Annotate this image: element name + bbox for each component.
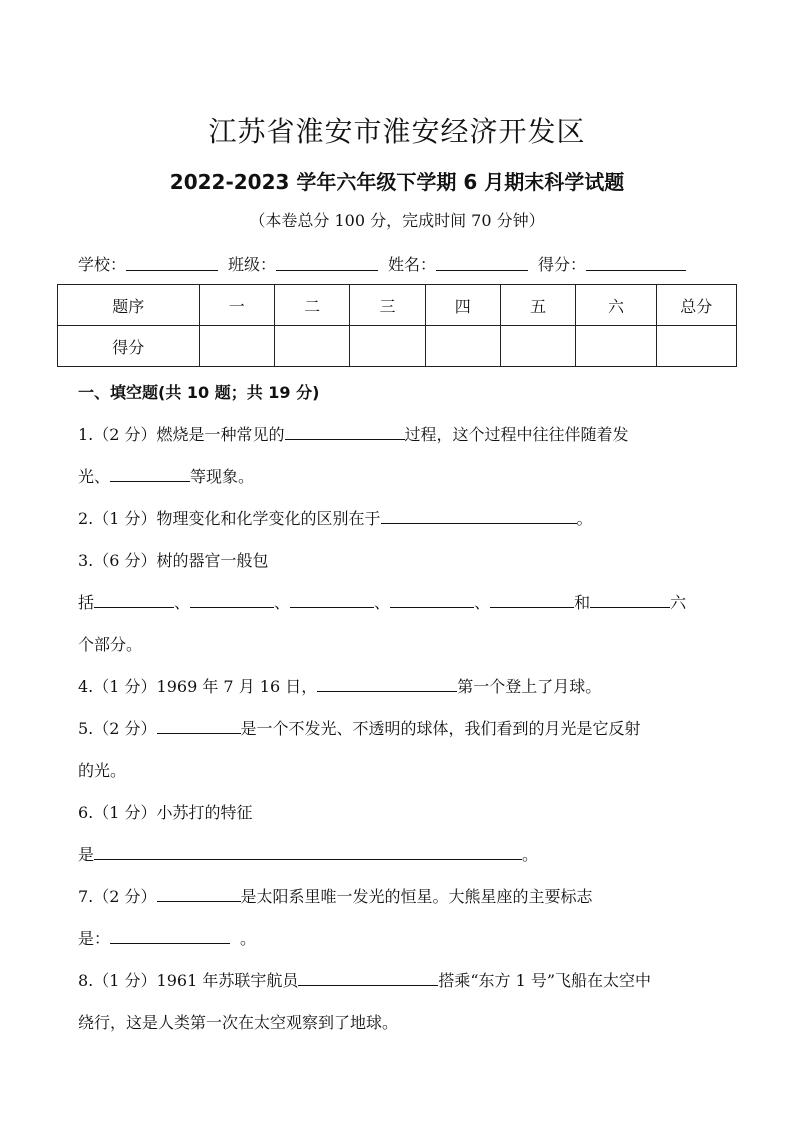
score-table-header-row (58, 285, 737, 326)
question-2: 2.（1 分）物理变化和化学变化的区别在于 。 (78, 509, 593, 528)
class-blank (276, 252, 378, 271)
score-label: 得分： (538, 255, 587, 274)
question-7-line-1: 7.（2 分） 是太阳系里唯一发光的恒星。大熊星座的主要标志 (78, 887, 593, 906)
score-table-score-row (58, 326, 737, 367)
score-cell[interactable] (425, 326, 500, 367)
score-cell[interactable] (656, 326, 736, 367)
answer-blank (285, 423, 405, 440)
score-cell[interactable] (500, 326, 575, 367)
school-label: 学校： (78, 255, 127, 274)
answer-blank (298, 969, 438, 986)
question-7-line-2: 是： 。 (78, 929, 257, 948)
exam-subtitle: 2022-2023 学年六年级下学期 6 月期末科学试题 (169, 170, 625, 194)
score-table-col-1: 一 (199, 285, 274, 326)
answer-blank (110, 465, 190, 482)
score-table-head-cell: 题序 (58, 285, 200, 326)
score-cell[interactable] (576, 326, 656, 367)
score-cell[interactable] (350, 326, 425, 367)
score-cell[interactable] (199, 326, 274, 367)
question-6-line-1: 6.（1 分）小苏打的特征 (78, 803, 253, 822)
name-blank (436, 252, 528, 271)
question-4: 4.（1 分）1969 年 7 月 16 日， 第一个登上了月球。 (78, 677, 602, 696)
question-3-line-3: 个部分。 (78, 635, 143, 654)
question-6-line-2: 是 。 (78, 845, 539, 864)
score-table-col-4: 四 (425, 285, 500, 326)
question-5-line-2: 的光。 (78, 761, 127, 780)
answer-blank (390, 591, 474, 608)
score-cell[interactable] (274, 326, 349, 367)
score-table-col-total: 总分 (656, 285, 736, 326)
name-label: 姓名： (388, 255, 437, 274)
answer-blank (190, 591, 274, 608)
score-table-col-6: 六 (576, 285, 656, 326)
answer-blank (490, 591, 574, 608)
score-table-col-5: 五 (500, 285, 575, 326)
school-blank (126, 252, 218, 271)
answer-blank (110, 927, 230, 944)
exam-note: （本卷总分 100 分，完成时间 70 分钟） (249, 211, 545, 230)
question-3-line-1: 3.（6 分）树的器官一般包 (78, 551, 269, 570)
answer-blank (94, 843, 522, 860)
answer-blank (290, 591, 374, 608)
student-info-row (78, 252, 728, 275)
score-blank (586, 252, 686, 271)
answer-blank (94, 591, 174, 608)
answer-blank (590, 591, 670, 608)
answer-blank (381, 507, 577, 524)
score-table-col-2: 二 (274, 285, 349, 326)
answer-blank (157, 885, 241, 902)
class-label: 班级： (228, 255, 277, 274)
question-8-line-1: 8.（1 分）1961 年苏联宇航员 搭乘“东方 1 号”飞船在太空中 (78, 971, 652, 990)
exam-title: 江苏省淮安市淮安经济开发区 (208, 115, 586, 148)
answer-blank (157, 717, 241, 734)
score-table-score-label: 得分 (58, 326, 200, 367)
score-table (57, 284, 737, 367)
question-8-line-2: 绕行，这是人类第一次在太空观察到了地球。 (78, 1013, 399, 1032)
section-title: 一、填空题(共 10 题；共 19 分) (78, 383, 320, 402)
question-3-line-2: 括 、 、 、 、 和 六 (78, 593, 687, 612)
question-1-line-2: 光、 等现象。 (78, 467, 255, 486)
score-table-col-3: 三 (350, 285, 425, 326)
question-1-line-1: 1.（2 分）燃烧是一种常见的 过程，这个过程中往往伴随着发 (78, 425, 629, 444)
answer-blank (317, 675, 457, 692)
question-5-line-1: 5.（2 分） 是一个不发光、不透明的球体，我们看到的月光是它反射 (78, 719, 641, 738)
